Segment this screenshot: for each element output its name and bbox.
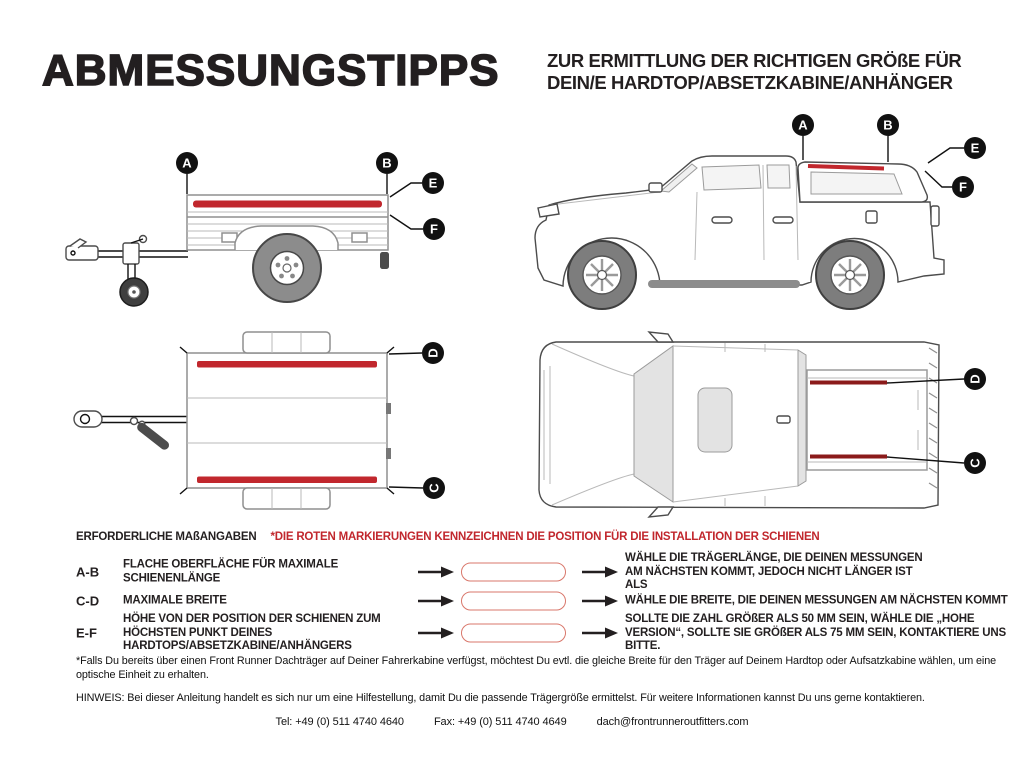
svg-text:A: A xyxy=(182,155,192,171)
marker-b-badge xyxy=(877,114,899,162)
arrow-right-icon xyxy=(582,595,618,607)
marker-b-badge xyxy=(376,152,398,194)
row-instruction: WÄHLE DIE BREITE, DIE DEINEN MESSUNGEN AM NÄCHSTEN KOMMT xyxy=(625,594,1008,607)
rear-bumper-stop xyxy=(380,252,389,269)
trailer-hitch xyxy=(66,236,188,307)
truck-top-diagram xyxy=(530,330,1010,520)
row-instruction: SOLLTE DIE ZAHL GRÖßER ALS 50 MM SEIN, WÄHLE DIE „HOHE VERSION“, SOLLTE SIE GRÖßER ALS 75 MM SEIN, KONTAKTIERE UNS BITTE. xyxy=(625,612,1006,652)
taillight xyxy=(931,206,939,226)
canopy-window xyxy=(811,172,902,194)
latch xyxy=(222,233,237,242)
page-subtitle xyxy=(547,50,961,94)
legend-line xyxy=(76,531,820,543)
red-markings-note: *DIE ROTEN MARKIERUNGEN KENNZEICHNEN DIE POSITION FÜR DIE INSTALLATION DER SCHIENEN xyxy=(270,531,820,543)
rail-position-stripe xyxy=(197,477,377,484)
page-title: ABMESSUNGSTIPPS xyxy=(42,46,500,95)
svg-text:B: B xyxy=(883,117,893,133)
trailer-top-diagram xyxy=(30,320,460,520)
required-measurements-label: ERFORDERLICHE MAßANGABEN xyxy=(76,531,257,543)
row-code: A-B xyxy=(76,564,100,580)
trailer-towbar-top xyxy=(74,411,187,451)
row-label: MAXIMALE BREITE xyxy=(123,594,227,607)
arrow-right-icon xyxy=(582,566,618,578)
measurement-row-ef xyxy=(0,614,1024,652)
arrow-right-icon xyxy=(418,595,454,607)
mirror-right xyxy=(649,507,673,517)
measurement-entry-field[interactable] xyxy=(461,624,566,643)
subtitle-line-1: ZUR ERMITTLUNG DER RICHTIGEN GRÖßE FÜR xyxy=(547,50,962,71)
marker-f-badge xyxy=(925,171,974,198)
row-label: FLACHE OBERFLÄCHE FÜR MAXIMALE SCHIENENLÄNGE xyxy=(123,558,339,584)
rail-position-stripe xyxy=(810,455,887,459)
door-handle xyxy=(773,217,793,223)
front-wheel xyxy=(568,241,636,309)
fender-bottom xyxy=(243,488,330,509)
door-handle xyxy=(712,217,732,223)
hardtop-canopy xyxy=(798,162,927,202)
svg-text:A: A xyxy=(798,117,808,133)
row-code: E-F xyxy=(76,625,97,641)
footnote-hinweis: HINWEIS: Bei dieser Anleitung handelt es sich nur um eine Hilfestellung, damit Du die passende Trägergröße ermittelst. Für weitere Informationen kannst Du uns gerne kontaktieren. xyxy=(76,692,925,704)
svg-text:B: B xyxy=(382,155,392,171)
hinge xyxy=(386,448,391,459)
cab-rear-window-top xyxy=(798,350,806,486)
mirror-left xyxy=(649,332,673,342)
arrow-right-icon xyxy=(418,627,454,639)
measurement-entry-field[interactable] xyxy=(461,563,566,582)
marker-a-badge xyxy=(176,152,198,194)
marker-a-badge xyxy=(792,114,814,160)
trailer-side-diagram xyxy=(30,140,460,320)
contact-fax: Fax: +49 (0) 511 4740 4649 xyxy=(433,716,567,728)
svg-text:E: E xyxy=(428,175,438,191)
marker-e-badge xyxy=(390,172,444,197)
marker-e-badge xyxy=(928,137,986,163)
jockey-handle xyxy=(135,421,170,451)
front-window xyxy=(702,165,761,190)
marker-d-badge xyxy=(389,342,444,364)
rail-position-stripe xyxy=(193,201,382,208)
running-board xyxy=(648,280,800,288)
arrow-right-icon xyxy=(418,566,454,578)
mirror xyxy=(649,183,662,192)
fender-top xyxy=(243,332,330,353)
row-code: C-D xyxy=(76,593,100,609)
svg-text:F: F xyxy=(430,221,438,237)
rail-position-stripe xyxy=(197,361,377,368)
marker-c-badge xyxy=(389,477,445,499)
latch xyxy=(352,233,367,242)
svg-text:D: D xyxy=(967,374,983,384)
svg-text:E: E xyxy=(970,140,980,156)
rail-position-stripe xyxy=(808,166,884,169)
subtitle-line-2: DEIN/E HARDTOP/ABSETZKABINE/ANHÄNGER xyxy=(547,72,953,93)
contact-email: dach@frontrunneroutfitters.com xyxy=(596,716,749,728)
trailer-deck xyxy=(180,332,394,509)
arrow-right-icon xyxy=(582,627,618,639)
bed-accessory xyxy=(777,416,790,423)
svg-text:D: D xyxy=(425,348,441,358)
windshield-top xyxy=(634,346,673,502)
svg-text:C: C xyxy=(426,483,442,493)
headlight xyxy=(538,204,559,217)
trailer-wheel xyxy=(253,234,321,302)
rail-position-stripe xyxy=(810,381,887,385)
hinge xyxy=(386,403,391,414)
row-label: HÖHE VON DER POSITION DER SCHIENEN ZUM HÖCHSTEN PUNKT DEINES HARDTOPS/ABSETZKABINE/ANHÄNGERS xyxy=(123,612,381,652)
rear-window xyxy=(767,165,790,188)
fuel-door xyxy=(866,211,877,223)
svg-text:C: C xyxy=(967,458,983,468)
marker-f-badge xyxy=(390,215,445,240)
row-instruction: WÄHLE DIE TRÄGERLÄNGE, DIE DEINEN MESSUNGEN AM NÄCHSTEN KOMMT, JEDOCH NICHT LÄNGER IST ALS xyxy=(625,551,923,591)
footnote-asterisk: *Falls Du bereits über einen Front Runner Dachträger auf Deiner Fahrerkabine verfügst, möchtest Du evtl. die gleiche Breite für den Träger auf Deinem Hardtop oder Aufsatzkabine wählen, um eine optische Einheit zu erhalten. xyxy=(76,655,997,681)
truck-side-diagram xyxy=(530,110,1010,310)
measurement-entry-field[interactable] xyxy=(461,592,566,611)
contact-tel: Tel: +49 (0) 511 4740 4640 xyxy=(275,716,404,728)
svg-text:F: F xyxy=(959,179,967,195)
sunroof xyxy=(698,388,732,452)
contact-line xyxy=(0,716,1024,728)
rear-wheel xyxy=(816,241,884,309)
